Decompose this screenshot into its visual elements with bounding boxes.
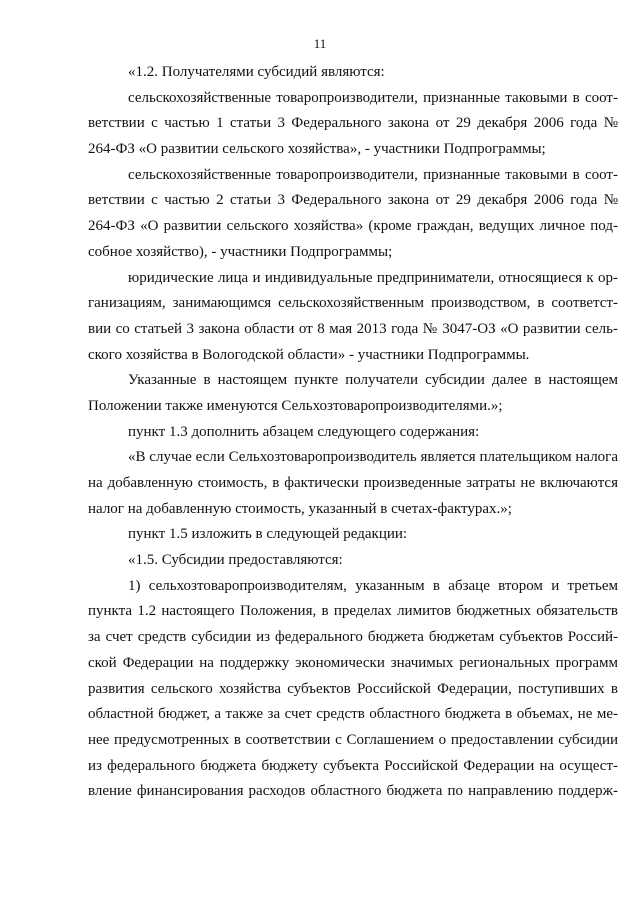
text-line: сельскохозяйственные товаропроизводители, признанные таковыми в соот- [128,166,618,183]
page-number: 11 [313,36,327,51]
text-line: 1) сельхозтоваропроизводителям, указанным в абзаце втором и третьем [128,577,618,594]
text-line: юридические лица и индивидуальные предприниматели, относящиеся к ор- [128,269,618,286]
text-line: 264-ФЗ «О развитии сельского хозяйства», - участники Подпрограммы; [88,141,546,158]
text-line: вии со статьей 3 закона области от 8 мая 2013 года № 3047-ОЗ «О развитии сель- [88,320,618,337]
text-line: ганизациям, занимающимся сельскохозяйственным производством, в соответст- [88,295,618,312]
text-line: нее предусмотренных в соответствии с Соглашением о предоставлении субсидии [88,731,618,748]
text-line: развития сельского хозяйства субъектов Российской Федерации, поступивших в [88,680,618,697]
text-line: областной бюджет, а также за счет средств областного бюджета в объемах, не ме- [88,706,618,723]
paragraph-legal-entities [88,266,618,369]
text-line: пункт 1.3 дополнить абзацем следующего содержания: [128,423,480,440]
text-line: вление финансирования расходов областного бюджета по направлению поддерж- [88,783,618,800]
text-line: ского хозяйства в Вологодской области» - участники Подпрограммы. [88,346,530,363]
text-line: «1.5. Субсидии предоставляются: [128,552,343,569]
paragraph-recipients-part1 [88,86,618,163]
text-line: ской Федерации на поддержку экономически значимых региональных программ [88,654,618,671]
text-line: «В случае если Сельхозтоваропроизводитель является плательщиком налога [128,449,618,466]
paragraph-recipients-part2 [88,163,618,266]
paragraph-recipients-heading [88,60,618,86]
text-line: «1.2. Получателями субсидий являются: [128,64,385,80]
text-line: из федерального бюджета бюджету субъекта Российской Федерации на осущест- [88,757,618,774]
text-line: собное хозяйство), - участники Подпрограммы; [88,243,393,260]
text-line: ветствии с частью 2 статьи 3 Федерального закона от 29 декабря 2006 года № [88,192,618,209]
text-line: сельскохозяйственные товаропроизводители, признанные таковыми в соот- [128,89,618,106]
text-line: за счет средств субсидии из федерального бюджета бюджетам субъектов Россий- [88,629,618,646]
text-line: ветствии с частью 1 статьи 3 Федерального закона от 29 декабря 2006 года № [88,115,618,132]
text-line: пункта 1.2 настоящего Положения, в пределах лимитов бюджетных обязательств [88,603,618,620]
paragraph-subsidies-item-1 [88,574,618,805]
paragraph-amend-1-5 [88,522,618,548]
paragraph-definition [88,368,618,419]
text-line: Положении также именуются Сельхозтоваропроизводителями.»; [88,397,503,414]
text-line: на добавленную стоимость, в фактически произведенные затраты не включаются [88,475,618,491]
text-line: пункт 1.5 изложить в следующей редакции: [128,526,408,543]
text-line: Указанные в настоящем пункте получатели субсидии далее в настоящем [128,372,618,389]
text-line: 264-ФЗ «О развитии сельского хозяйства» (кроме граждан, ведущих личное под- [88,218,618,235]
paragraph-amend-1-3 [88,420,618,446]
paragraph-subsidies-heading [88,548,618,574]
paragraph-vat-clause [88,445,618,522]
text-line: налог на добавленную стоимость, указанный в счетах-фактурах.»; [88,500,512,517]
document-body [88,60,618,805]
